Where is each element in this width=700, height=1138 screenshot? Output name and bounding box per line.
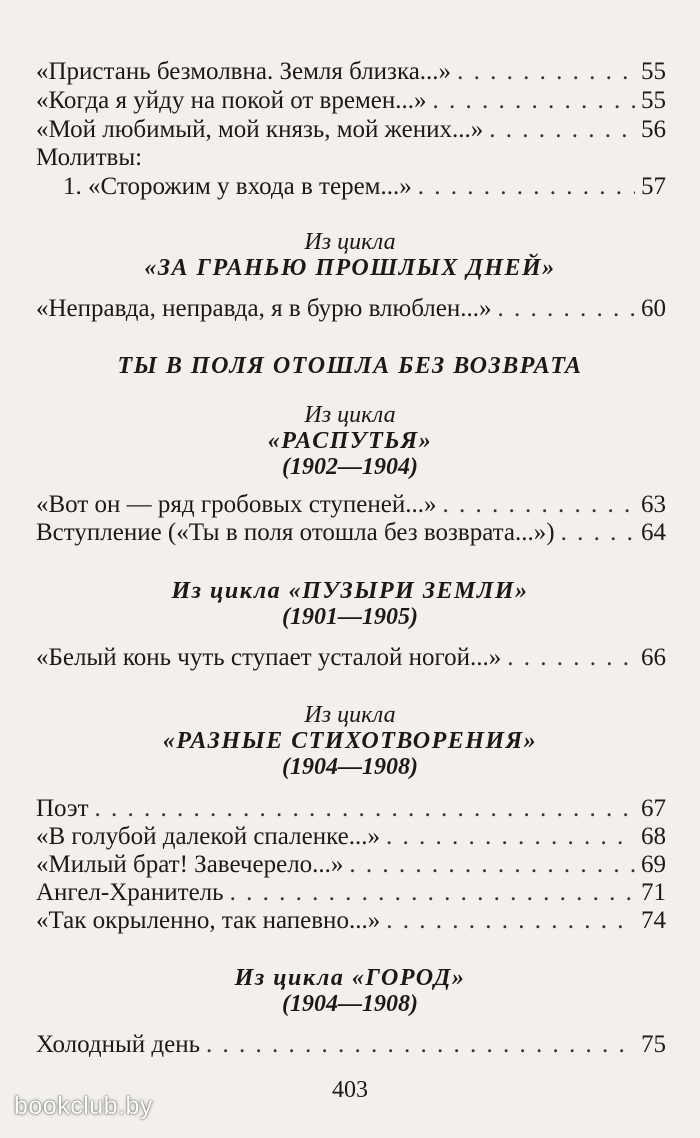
toc-leader-dots xyxy=(349,850,635,880)
toc-leader-dots xyxy=(457,57,635,87)
toc-leader-dots xyxy=(507,643,635,673)
toc-entry-page: 64 xyxy=(641,519,666,546)
toc-leader-dots xyxy=(561,518,635,548)
toc-entry-title: «Так окрыленно, так напевно...» xyxy=(36,907,381,934)
toc-entry xyxy=(36,850,666,880)
section-heading: ТЫ В ПОЛЯ ОТОШЛА БЕЗ ВОЗВРАТА xyxy=(117,353,583,379)
toc-entry-page: 66 xyxy=(641,644,666,671)
toc-leader-dots xyxy=(442,490,635,520)
toc-entry-title: Вступление («Ты в поля отошла без возврата...») xyxy=(36,519,555,546)
watermark-logo: bookclub.by xyxy=(14,1092,153,1120)
cycle-heading-years: (1901—1905) xyxy=(282,604,418,630)
toc-entry xyxy=(36,294,666,324)
page-number: 403 xyxy=(332,1077,368,1103)
cycle-heading-years: (1904—1908) xyxy=(282,754,418,780)
toc-entry xyxy=(36,794,666,824)
toc-entry-title: «В голубой далекой спаленке...» xyxy=(36,823,380,850)
toc-leader-dots xyxy=(95,794,635,824)
cycle-heading-label: Из цикла xyxy=(304,229,396,255)
toc-leader-dots xyxy=(418,172,635,202)
toc-entry xyxy=(36,906,666,936)
cycle-heading-years: (1904—1908) xyxy=(282,991,418,1017)
toc-entry-page: 60 xyxy=(641,295,666,322)
toc-entry-page: 67 xyxy=(641,795,666,822)
toc-entry xyxy=(36,57,666,87)
toc-leader-dots xyxy=(498,294,636,324)
toc-entry-title: «Мой любимый, мой князь, мой жених...» xyxy=(36,116,484,143)
toc-entry xyxy=(36,115,666,145)
toc-entry-title: «Когда я уйду на покой от времен...» xyxy=(36,87,427,114)
toc-entry-title: «Милый брат! Завечерело...» xyxy=(36,851,344,878)
toc-entry xyxy=(36,643,666,673)
toc-entry-page: 63 xyxy=(641,491,666,518)
toc-leader-dots xyxy=(386,906,635,936)
toc-entry-page: 68 xyxy=(641,823,666,850)
toc-entry xyxy=(36,1030,666,1060)
cycle-heading-title: «РАЗНЫЕ СТИХОТВОРЕНИЯ» xyxy=(162,728,538,754)
cycle-heading-title: Из цикла «ГОРОД» xyxy=(234,965,466,991)
cycle-heading-years: (1902—1904) xyxy=(282,454,418,480)
toc-entry-page: 55 xyxy=(641,87,666,114)
toc-leader-dots xyxy=(206,1030,635,1060)
toc-entry-title: «Белый конь чуть ступает усталой ногой...» xyxy=(36,644,502,671)
toc-entry-title: Поэт xyxy=(36,795,89,822)
toc-leader-dots xyxy=(386,822,635,852)
toc-entry-page: 69 xyxy=(641,851,666,878)
toc-group-label: Молитвы: xyxy=(36,144,143,171)
toc-entry-page: 74 xyxy=(641,907,666,934)
toc-entry-page: 75 xyxy=(641,1031,666,1058)
cycle-heading-label: Из цикла xyxy=(304,702,396,728)
cycle-heading-label: Из цикла xyxy=(304,402,396,428)
toc-entry-title: «Неправда, неправда, я в бурю влюблен...» xyxy=(36,295,492,322)
cycle-heading-title: Из цикла «ПУЗЫРИ ЗЕМЛИ» xyxy=(171,578,529,604)
toc-entry-title: 1. «Сторожим у входа в терем...» xyxy=(63,173,412,200)
cycle-heading-title: «ЗА ГРАНЬЮ ПРОШЛЫХ ДНЕЙ» xyxy=(144,255,556,281)
toc-entry-title: «Пристань безмолвна. Земля близка...» xyxy=(36,58,452,85)
toc-entry xyxy=(36,878,666,908)
toc-entry-page: 71 xyxy=(641,879,666,906)
toc-entry xyxy=(36,822,666,852)
toc-entry-title: «Вот он — ряд гробовых ступеней...» xyxy=(36,491,437,518)
toc-entry-title: Ангел-Хранитель xyxy=(36,879,224,906)
toc-entry-title: Холодный день xyxy=(36,1031,201,1058)
toc-entry xyxy=(36,490,666,520)
toc-entry-page: 55 xyxy=(641,58,666,85)
toc-leader-dots xyxy=(433,86,635,116)
toc-entry-page: 57 xyxy=(641,173,666,200)
toc-leader-dots xyxy=(230,878,635,908)
toc-entry xyxy=(36,86,666,116)
toc-entry xyxy=(63,172,666,202)
toc-entry-page: 56 xyxy=(641,116,666,143)
toc-leader-dots xyxy=(489,115,635,145)
cycle-heading-title: «РАСПУТЬЯ» xyxy=(267,428,433,454)
toc-entry xyxy=(36,518,666,548)
